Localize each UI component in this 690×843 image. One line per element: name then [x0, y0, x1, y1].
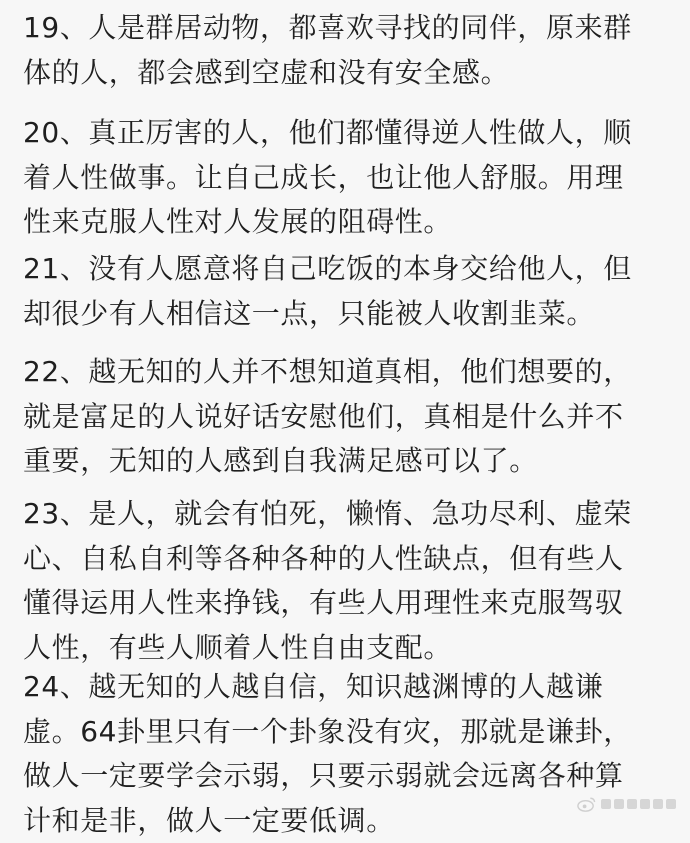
text-line: 心、自私自利等各种各种的人性缺点，但有些人 — [23, 537, 663, 582]
text-line: 21、没有人愿意将自己吃饭的本身交给他人，但 — [23, 247, 663, 292]
text-line: 计和是非，做人一定要低调。 — [23, 799, 663, 843]
text-line: 19、人是群居动物，都喜欢寻找的同伴，原来群 — [23, 6, 663, 51]
watermark-handle — [601, 799, 676, 809]
paragraph-23 — [23, 492, 663, 670]
text-line: 做人一定要学会示弱，只要示弱就会远离各种算 — [23, 754, 663, 799]
text-line: 虚。64卦里只有一个卦象没有灾，那就是谦卦， — [23, 710, 663, 755]
watermark — [576, 793, 676, 815]
text-line: 却很少有人相信这一点，只能被人收割韭菜。 — [23, 292, 663, 337]
paragraph-22 — [23, 350, 663, 484]
weibo-logo-icon — [576, 795, 597, 813]
text-line: 就是富足的人说好话安慰他们，真相是什么并不 — [23, 395, 663, 440]
text-line: 懂得运用人性来挣钱，有些人用理性来克服驾驭 — [23, 581, 663, 626]
text-line: 人性，有些人顺着人性自由支配。 — [23, 626, 663, 671]
text-line: 体的人，都会感到空虚和没有安全感。 — [23, 51, 663, 96]
text-line: 性来克服人性对人发展的阻碍性。 — [23, 200, 663, 245]
text-line: 20、真正厉害的人，他们都懂得逆人性做人，顺 — [23, 111, 663, 156]
text-line: 22、越无知的人并不想知道真相，他们想要的， — [23, 350, 663, 395]
paragraph-19 — [23, 6, 663, 95]
text-line: 24、越无知的人越自信，知识越渊博的人越谦 — [23, 665, 663, 710]
text-line: 重要，无知的人感到自我满足感可以了。 — [23, 439, 663, 484]
text-line: 着人性做事。让自己成长，也让他人舒服。用理 — [23, 156, 663, 201]
paragraph-20 — [23, 111, 663, 245]
paragraph-24 — [23, 665, 663, 843]
text-line: 23、是人，就会有怕死，懒惰、急功尽利、虚荣 — [23, 492, 663, 537]
paragraph-21 — [23, 247, 663, 336]
